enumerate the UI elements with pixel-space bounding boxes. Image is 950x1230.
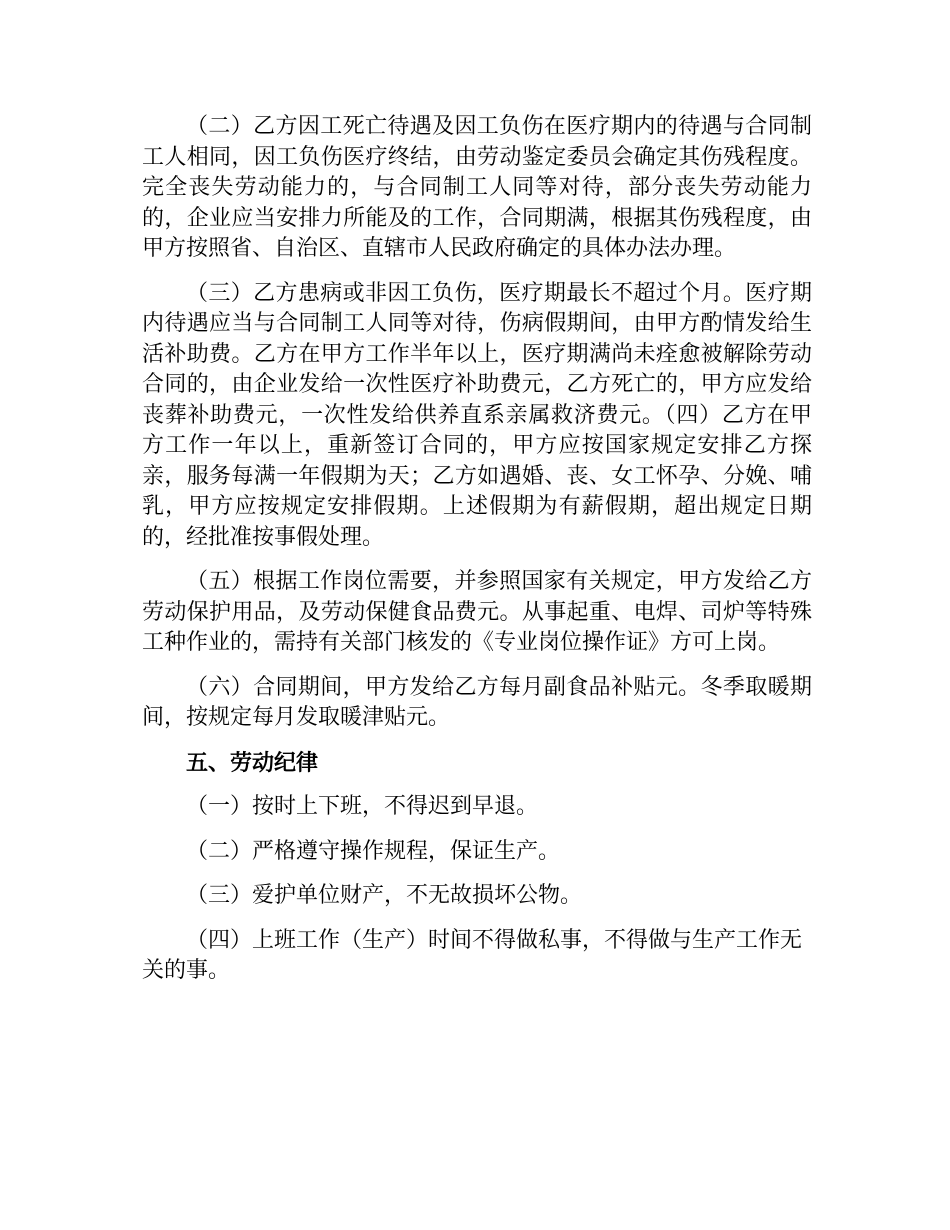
document-page bbox=[142, 112, 812, 1001]
discipline-item: （四）上班工作（生产）时间不得做私事，不得做与生产工作无关的事。 bbox=[142, 927, 803, 983]
paragraph-protective-supplies: （五）根据工作岗位需要，并参照国家有关规定，甲方发给乙方劳动保护用品，及劳动保健食品费元。从事起重、电焊、司炉等特殊工种作业的，需持有关部门核发的《专业岗位操作证》方可上岗。 bbox=[142, 569, 812, 655]
discipline-item: （二）严格遵守操作规程，保证生产。 bbox=[186, 838, 561, 864]
section-heading-labor-discipline: 五、劳动纪律 bbox=[186, 749, 319, 776]
paragraph-injury-benefits: （二）乙方因工死亡待遇及因工负伤在医疗期内的待遇与合同制工人相同，因工负伤医疗终结，由劳动鉴定委员会确定其伤残程度。完全丧失劳动能力的，与合同制工人同等对待，部分丧失劳动能力的，企业应当安排力所能及的工作，合同期满，根据其伤残程度，由甲方按照省、自治区、直辖市人民政府确定的具体办法办理。 bbox=[142, 114, 812, 261]
paragraph-sickness-leave: （三）乙方患病或非因工负伤，医疗期最长不超过个月。医疗期内待遇应当与合同制工人同等对待，伤病假期间，由甲方酌情发给生活补助费。乙方在甲方工作半年以上，医疗期满尚未痊愈被解除劳动合同的，由企业发给一次性医疗补助费元，乙方死亡的，甲方应发给丧葬补助费元，一次性发给供养直系亲属救济费元。（四）乙方在甲方工作一年以上，重新签订合同的，甲方应按国家规定安排乙方探亲，服务每满一年假期为天；乙方如遇婚、丧、女工怀孕、分娩、哺乳，甲方应按规定安排假期。上述假期为有薪假期，超出规定日期的，经批准按事假处理。 bbox=[142, 280, 812, 550]
discipline-item: （一）按时上下班，不得迟到早退。 bbox=[186, 794, 539, 819]
paragraph-subsidies: （六）合同期间，甲方发给乙方每月副食品补贴元。冬季取暖期间，按规定每月发取暖津贴元。 bbox=[142, 674, 812, 730]
discipline-item: （三）爱护单位财产，不无故损坏公物。 bbox=[186, 883, 583, 908]
